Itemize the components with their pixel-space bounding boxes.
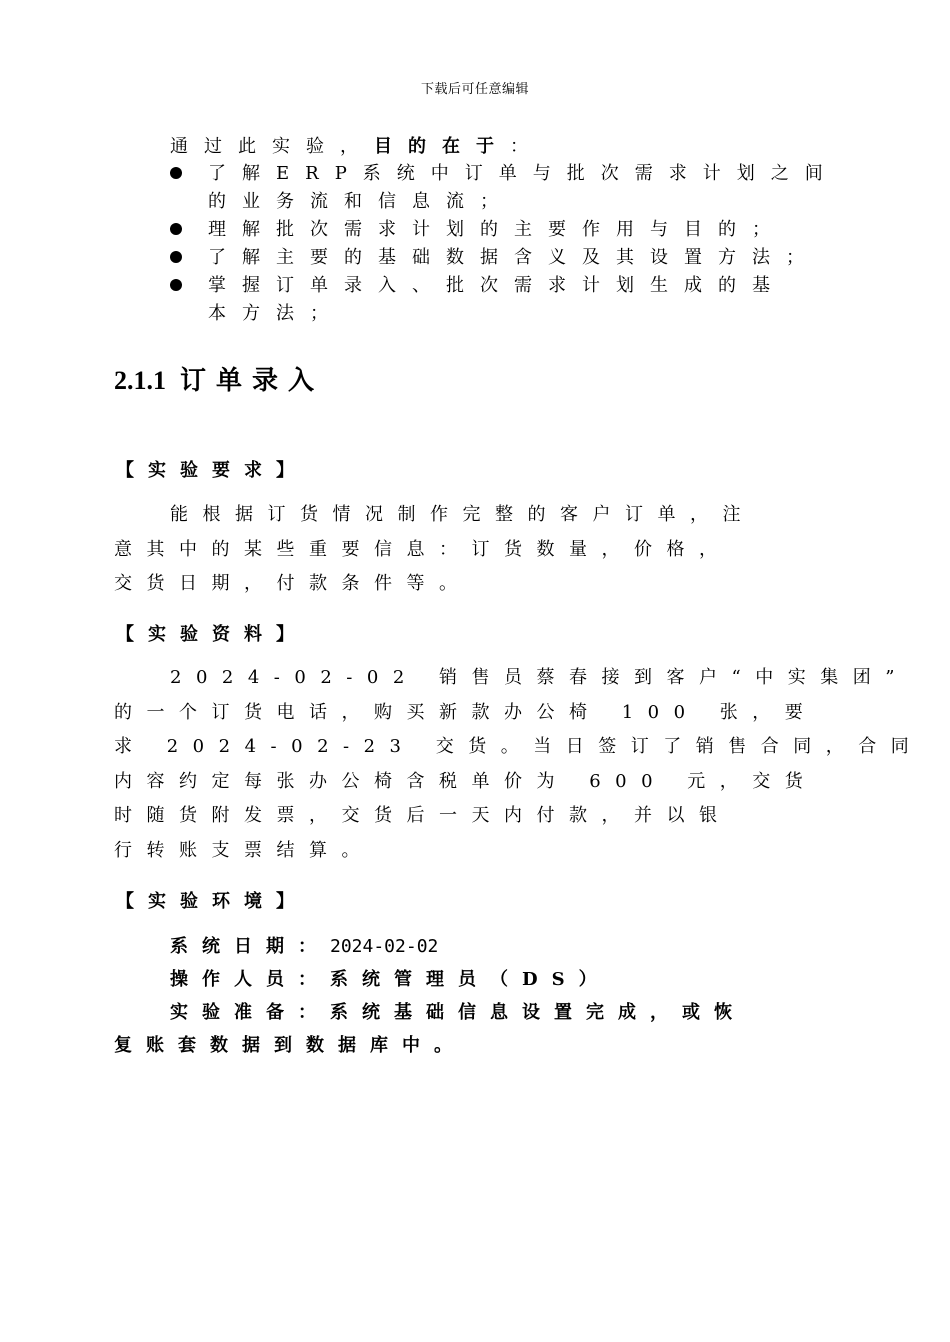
list-item xyxy=(168,160,868,216)
list-item-text: 本方法； xyxy=(208,303,344,324)
materials-heading: 【实验资料】 xyxy=(116,624,308,645)
preparation-line: 实验准备：系统基础信息设置完成，或恢 xyxy=(170,1002,746,1023)
paragraph-line: 时随货附发票，交货后一天内付款，并以银 xyxy=(114,805,732,827)
list-item-text: 的业务流和信息流； xyxy=(208,191,514,212)
materials-paragraph xyxy=(114,661,924,869)
page-header: 下载后可任意编辑 xyxy=(420,82,529,97)
system-date-label: 系统日期： xyxy=(170,936,330,957)
section-number: 2.1.1 xyxy=(114,366,166,395)
list-item-text: 理解批次需求计划的主要作用与目的； xyxy=(208,219,786,240)
requirement-heading: 【实验要求】 xyxy=(116,460,308,481)
paragraph-line: 意其中的某些重要信息：订货数量，价格， xyxy=(114,538,732,560)
objectives-list xyxy=(168,160,868,328)
operator-label: 操作人员： xyxy=(170,969,330,990)
intro-suffix: ： xyxy=(510,136,544,157)
list-item-text: 掌握订单录入、批次需求计划生成的基 xyxy=(208,275,786,296)
paragraph-line: 行转账支票结算。 xyxy=(114,839,374,861)
list-item-text: 了解主要的基础数据含义及其设置方法； xyxy=(208,247,820,268)
list-item xyxy=(168,272,868,328)
intro-prefix: 通过此实验， xyxy=(170,136,374,157)
bullet-dot-icon xyxy=(170,279,182,291)
list-item xyxy=(168,244,868,272)
system-date-line xyxy=(114,930,746,963)
paragraph-line: 能根据订货情况制作完整的客户订单，注 xyxy=(170,504,755,525)
bullet-dot-icon xyxy=(170,223,182,235)
operator-value: 系统管理员（DS） xyxy=(330,969,611,990)
paragraph-line: 的一个订货电话，购买新款办公椅 100 张，要 xyxy=(114,701,818,723)
system-date-value: 2024-02-02 xyxy=(330,936,439,957)
bullet-dot-icon xyxy=(170,251,182,263)
list-item xyxy=(168,216,868,244)
operator-line xyxy=(114,963,746,996)
list-item-text: 了解ERP系统中订单与批次需求计划之间 xyxy=(208,163,839,184)
paragraph-line: 2024-02-02 销售员蔡春接到客户“中实集团” xyxy=(170,667,909,688)
environment-block xyxy=(114,930,746,1062)
paragraph-line: 求 2024-02-23 交货。当日签订了销售合同，合同 xyxy=(114,736,924,758)
requirement-paragraph xyxy=(114,498,824,602)
section-title-text: 订单录入 xyxy=(180,366,325,395)
intro-bold: 目的在于 xyxy=(374,136,510,157)
preparation-line: 复账套数据到数据库中。 xyxy=(114,1035,466,1056)
paragraph-line: 内容约定每张办公椅含税单价为 600 元，交货 xyxy=(114,770,818,792)
bullet-dot-icon xyxy=(170,167,182,179)
section-title xyxy=(114,360,324,397)
intro-line xyxy=(170,134,544,160)
environment-heading: 【实验环境】 xyxy=(116,891,308,912)
paragraph-line: 交货日期，付款条件等。 xyxy=(114,573,472,595)
